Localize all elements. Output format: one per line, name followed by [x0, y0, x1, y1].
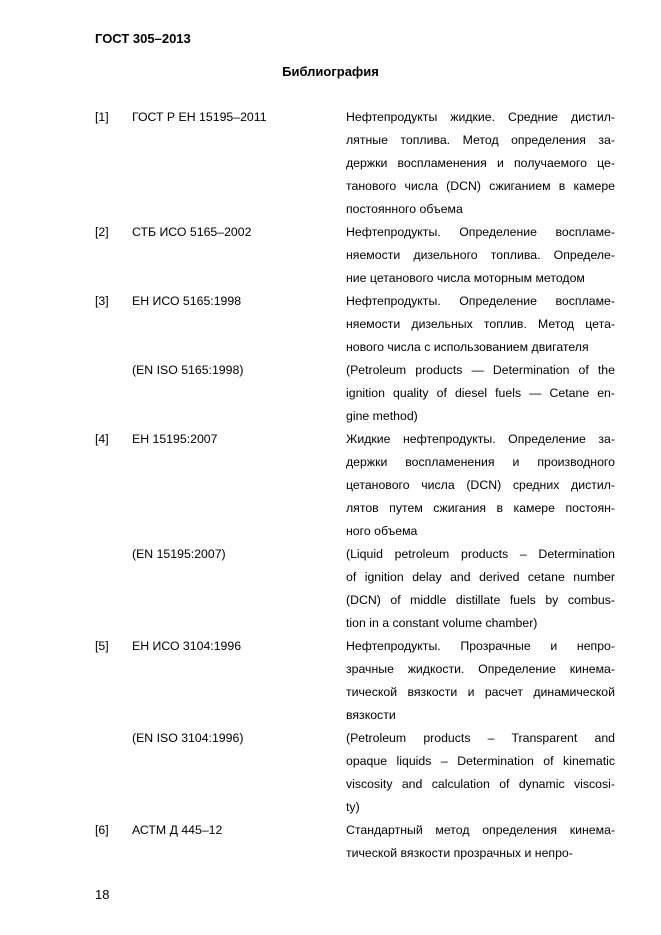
description-line: Нефтепродукты. Прозрачные и непро- — [346, 639, 615, 653]
standard-description — [346, 819, 615, 865]
bibliography-entry — [95, 819, 615, 865]
description-line: постоянного объема — [346, 202, 463, 216]
description-line: Нефтепродукты. Определение воспламе- — [346, 294, 615, 308]
description-line: opaque liquids – Determination of kinematic — [346, 754, 615, 768]
bibliography-entry — [95, 635, 615, 819]
description-line: Нефтепродукты. Определение воспламе- — [346, 225, 615, 239]
standard-code: ГОСТ Р ЕН 15195–2011 — [132, 110, 267, 124]
bibliography-row — [95, 819, 615, 865]
entry-number: [5] — [95, 639, 109, 653]
standard-description — [346, 543, 615, 635]
bibliography-row — [95, 290, 615, 359]
description-line: (Petroleum products — Determination of the — [346, 363, 615, 377]
description-line: Стандартный метод определения кинема- — [346, 823, 615, 837]
description-line: вязкости — [346, 708, 396, 722]
entry-number: [6] — [95, 823, 109, 837]
description-line: Жидкие нефтепродукты. Определение за- — [346, 432, 615, 446]
standard-description — [346, 635, 615, 727]
description-line: ного объема — [346, 524, 418, 538]
description-line: (Liquid petroleum products – Determination — [346, 547, 615, 561]
bibliography-row — [95, 106, 615, 221]
standard-description — [346, 290, 615, 359]
standard-description — [346, 221, 615, 290]
document-code-header: ГОСТ 305–2013 — [95, 31, 191, 46]
description-line: цетанового числа (DCN) средних дистил- — [346, 478, 615, 492]
description-line: of ignition delay and derived cetane number — [346, 570, 615, 584]
description-line: няемости дизельного топлива. Определе- — [346, 248, 615, 262]
entry-number: [1] — [95, 110, 109, 124]
bibliography-entry — [95, 428, 615, 635]
standard-description — [346, 428, 615, 543]
description-line: тической вязкости прозрачных и непро- — [346, 846, 573, 860]
description-line: (DCN) of middle distillate fuels by combus- — [346, 593, 615, 607]
bibliography-row — [95, 221, 615, 290]
bibliography-row — [95, 543, 615, 635]
standard-description — [346, 106, 615, 221]
entry-number: [4] — [95, 432, 109, 446]
description-line: ty) — [346, 800, 360, 814]
description-line: лятные топлива. Метод определения за- — [346, 133, 615, 147]
description-line: держки воспламенения и получаемого це- — [346, 156, 615, 170]
standard-description — [346, 359, 615, 428]
description-line: держки воспламенения и производного — [346, 455, 615, 469]
description-line: (Petroleum products – Transparent and — [346, 731, 615, 745]
entry-number: [2] — [95, 225, 109, 239]
standard-description — [346, 727, 615, 819]
standard-code: (EN ISO 5165:1998) — [132, 363, 244, 377]
description-line: ignition quality of diesel fuels — Cetane en- — [346, 386, 615, 400]
description-line: танового числа (DCN) сжиганием в камере — [346, 179, 615, 193]
bibliography-row — [95, 635, 615, 727]
description-line: зрачные жидкости. Определение кинема- — [346, 662, 615, 676]
page-number: 18 — [95, 887, 110, 902]
description-line: tion in a constant volume chamber) — [346, 616, 538, 630]
description-line: gine method) — [346, 409, 418, 423]
bibliography-row — [95, 727, 615, 819]
page-title: Библиография — [282, 64, 379, 79]
bibliography-entry — [95, 106, 615, 221]
description-line: Нефтепродукты жидкие. Средние дистил- — [346, 110, 615, 124]
bibliography-entry — [95, 221, 615, 290]
entry-number: [3] — [95, 294, 109, 308]
bibliography-row — [95, 428, 615, 543]
bibliography-entry — [95, 290, 615, 428]
description-line: лятов путем сжигания в камере постоян- — [346, 501, 615, 515]
standard-code: АСТМ Д 445–12 — [132, 823, 223, 837]
bibliography-row — [95, 359, 615, 428]
description-line: viscosity and calculation of dynamic viscosi- — [346, 777, 615, 791]
standard-code: СТБ ИСО 5165–2002 — [132, 225, 252, 239]
standard-code: ЕН ИСО 3104:1996 — [132, 639, 242, 653]
description-line: нового числа с использованием двигателя — [346, 340, 589, 354]
standard-code: (EN 15195:2007) — [132, 547, 226, 561]
description-line: няемости дизельных топлив. Метод цета- — [346, 317, 615, 331]
standard-code: ЕН ИСО 5165:1998 — [132, 294, 242, 308]
bibliography-list — [95, 106, 615, 865]
standard-code: (EN ISO 3104:1996) — [132, 731, 244, 745]
description-line: ние цетанового числа моторным методом — [346, 271, 585, 285]
description-line: тической вязкости и расчет динамической — [346, 685, 615, 699]
standard-code: ЕН 15195:2007 — [132, 432, 218, 446]
